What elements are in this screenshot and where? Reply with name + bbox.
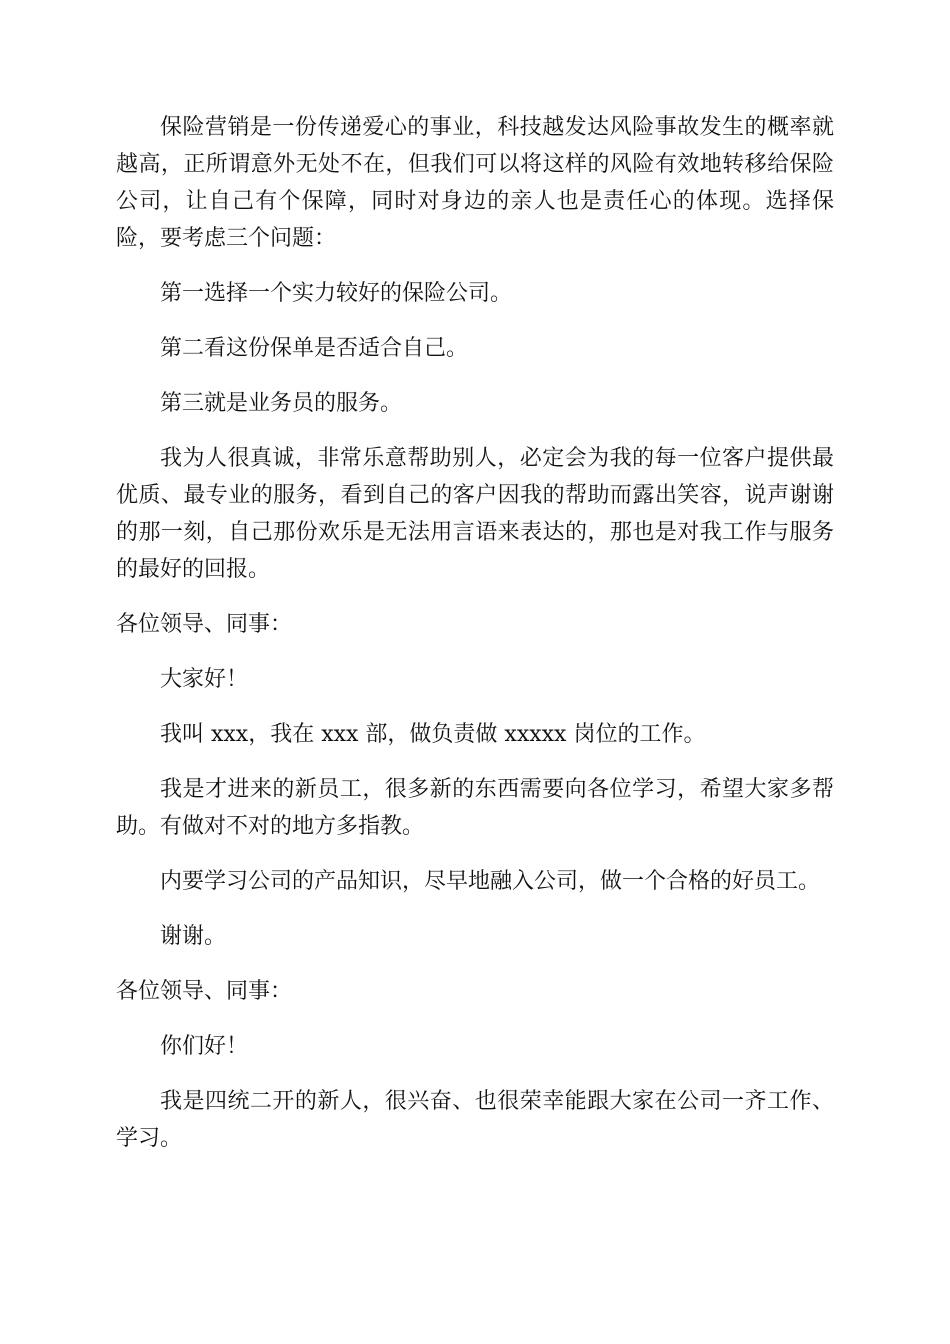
greeting-2: 你们好！ bbox=[160, 1034, 249, 1059]
paragraph-learning-goal: 内要学习公司的产品知识，尽早地融入公司，做一个合格的好员工。 bbox=[160, 869, 821, 894]
document-body bbox=[116, 109, 834, 1175]
salutation-2: 各位领导、同事： bbox=[116, 979, 293, 1004]
greeting-1: 大家好！ bbox=[160, 667, 249, 692]
paragraph-insurance-intro: 保险营销是一份传递爱心的事业，科技越发达风险事故发生的概率就越高，正所谓意外无处不在，但我们可以将这样的风险有效地转移给保险公司，让自己有个保障，同时对身边的亲人也是责任心的体现。选择保险，要考虑三个问题： bbox=[116, 115, 834, 251]
paragraph-point-one: 第一选择一个实力较好的保险公司。 bbox=[160, 281, 513, 306]
paragraph-newcomer: 我是四统二开的新人，很兴奋、也很荣幸能跟大家在公司一齐工作、学习。 bbox=[116, 1089, 834, 1151]
paragraph-point-three: 第三就是业务员的服务。 bbox=[160, 391, 403, 416]
closing-thanks: 谢谢。 bbox=[160, 924, 227, 949]
paragraph-self-intro: 我叫 xxx，我在 xxx 部，做负责做 xxxxx 岗位的工作。 bbox=[160, 722, 706, 747]
salutation-1: 各位领导、同事： bbox=[116, 612, 293, 637]
paragraph-new-employee: 我是才进来的新员工，很多新的东西需要向各位学习，希望大家多帮助。有做对不对的地方多指教。 bbox=[116, 777, 834, 839]
paragraph-point-two: 第二看这份保单是否适合自己。 bbox=[160, 336, 469, 361]
paragraph-service-commitment: 我为人很真诚，非常乐意帮助别人，必定会为我的每一位客户提供最优质、最专业的服务，看到自己的客户因我的帮助而露出笑容，说声谢谢的那一刻，自己那份欢乐是无法用言语来表达的，那也是对我工作与服务的最好的回报。 bbox=[116, 446, 834, 582]
